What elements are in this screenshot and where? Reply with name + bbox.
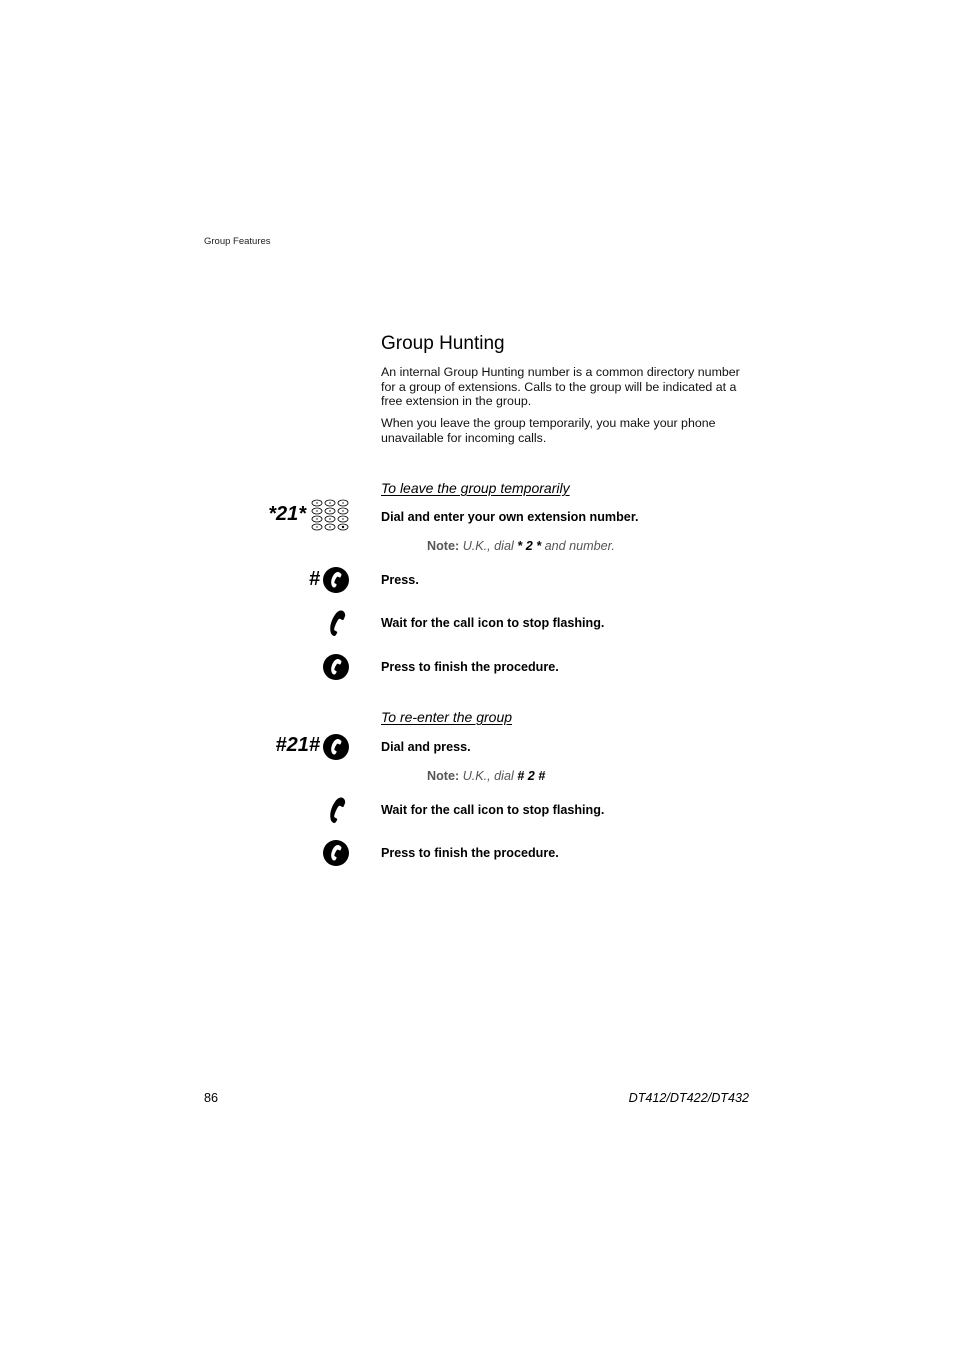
hash-key: #: [308, 568, 320, 590]
keypad-icon: [310, 498, 352, 534]
reenter-key-code: #21#: [275, 734, 320, 756]
note-label: Note:: [427, 769, 460, 783]
reenter-step-finish: Press to finish the procedure.: [381, 846, 559, 860]
leave-group-heading: To leave the group temporarily: [381, 480, 570, 496]
leave-key-code: *21*: [268, 503, 306, 525]
note-code: * 2 *: [517, 539, 542, 553]
handset-button-icon: [322, 839, 350, 867]
reenter-step-dial: Dial and press.: [381, 740, 471, 754]
leave-step-dial: Dial and enter your own extension number.: [381, 510, 639, 524]
handset-button-icon: [322, 653, 350, 681]
note-label: Note:: [427, 539, 460, 553]
leave-note: [427, 539, 615, 553]
note-suffix: and number.: [544, 539, 615, 553]
handset-icon: [324, 796, 350, 826]
handset-button-icon: [322, 733, 350, 761]
leave-step-press: Press.: [381, 573, 419, 587]
intro-paragraph-1: An internal Group Hunting number is a common directory number for a group of extensions. Calls to the group will be indicated at a free extension in the group.: [381, 365, 740, 409]
handset-button-icon: [322, 566, 350, 594]
reenter-note: [427, 769, 545, 783]
model-name: DT412/DT422/DT432: [628, 1091, 749, 1105]
reenter-group-heading: To re-enter the group: [381, 709, 513, 725]
page-title: Group Hunting: [381, 333, 505, 354]
reenter-step-wait: Wait for the call icon to stop flashing.: [381, 803, 605, 817]
page-number: 86: [204, 1091, 219, 1105]
leave-step-wait: Wait for the call icon to stop flashing.: [381, 616, 605, 630]
note-prefix: U.K., dial: [462, 539, 514, 553]
section-header: Group Features: [204, 236, 271, 247]
note-prefix: U.K., dial: [462, 769, 514, 783]
note-code: # 2 #: [517, 769, 546, 783]
leave-step-finish: Press to finish the procedure.: [381, 660, 559, 674]
handset-icon: [324, 609, 350, 639]
intro-paragraph-2: When you leave the group temporarily, you make your phone unavailable for incoming calls.: [381, 416, 716, 445]
